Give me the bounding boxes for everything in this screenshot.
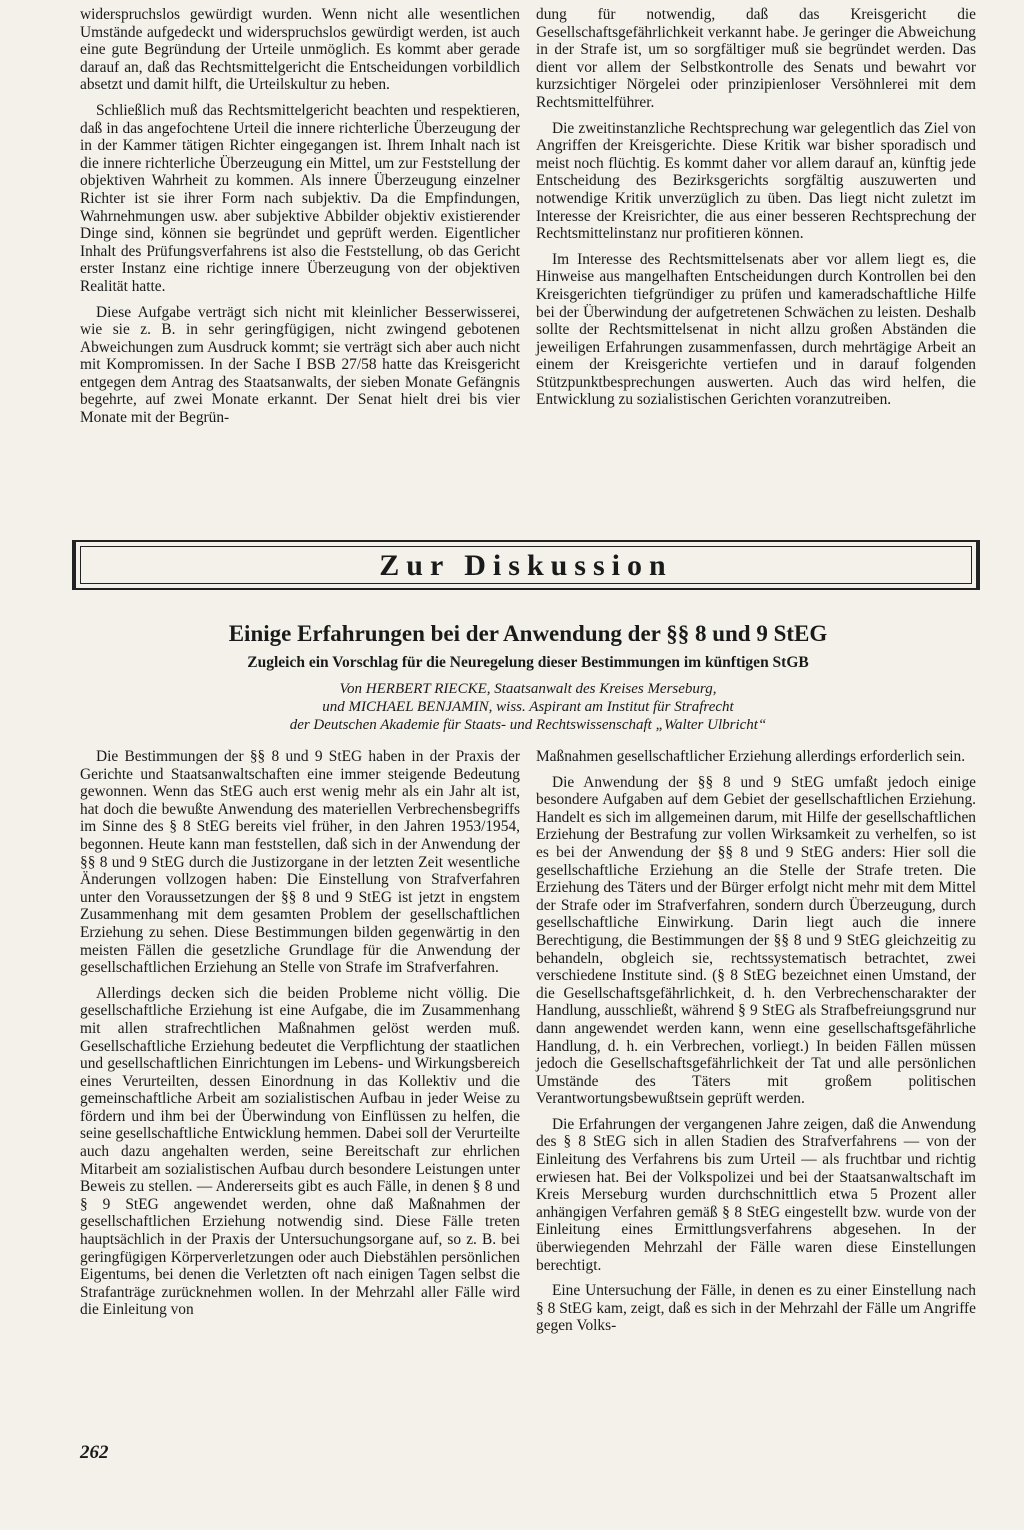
paragraph: Die Anwendung der §§ 8 und 9 StEG umfaßt jedoch einige besondere Aufgaben auf dem Gebiet der gesellschaftlichen Erziehung. Handelt es sich im allgemeinen darum, mit Hilfe der gesellschaftlichen Erziehung der Bestrafung zur vollen Wirksamkeit zu verhelfen, so ist es bei der Anwendung der §§ 8 und 9 StEG anders: Hier soll die gesellschaftliche Erziehung an die Stelle der Strafe treten. Die Erziehung des Täters und der Bürger erfolgt nicht mehr mit dem Mittel der Strafe oder im Strafverfahren, sondern durch Überzeugung, durch gesellschaftliche Einwirkung. Darin liegt auch die innere Berechtigung, die Bestimmungen der §§ 8 und 9 StEG gleichzeitig zu behandeln, obgleich sie, rechtssystematisch betrachtet, zwei verschiedene Institute sind. (§ 8 StEG bezeichnet einen Umstand, der die Gesellschaftsgefährlichkeit, d. h. den Verbrechenscharakter der Handlung, ausschließt, während § 9 StEG als Strafbefreiungsgrund nur dann angewendet werden kann, wenn eine gesellschaftsgefährliche Handlung, d. h. ein Verbrechen, vorliegt.) In beiden Fällen müssen jedoch die Gesellschaftsgefährlichkeit der Tat und alle persönlichen Umstände des Täters mit großem politischen Verantwortungsbewußtsein geprüft werden. [536,773,976,1108]
paragraph: Diese Aufgabe verträgt sich nicht mit kleinlicher Besserwisserei, wie sie z. B. in sehr geringfügigen, nicht zwingend gebotenen Abweichungen zum Ausdruck kommt; sie verträgt sich aber auch nicht mit Kompromissen. In der Sache I BSB 27/58 hatte das Kreisgericht entgegen dem Antrag des Staatsanwalts, der sieben Monate Gefängnis begehrte, auf zwei Monate erkannt. Der Senat hielt drei bis vier Monate mit der Begrün- [80,303,520,427]
paragraph: Schließlich muß das Rechtsmittelgericht beachten und respektieren, daß in das angefochtene Urteil die innere richterliche Überzeugung der in der Kammer tätigen Richter eingegangen ist. Ihrem Inhalt nach ist die innere richterliche Überzeugung ein Mittel, um zur Feststellung der objektiven Wahrheit zu kommen. Als innere Überzeugung einzelner Richter ist sie ihrer Form nach subjektiv. Da die Empfindungen, Wahrnehmungen usw. aber subjektive Abbilder objektiv existierender Dinge sind, können sie begründet und geprüft werden. Eigentlicher Inhalt des Prüfungsverfahrens ist also die Feststellung, ob das Gericht erster Instanz eine richtige innere Überzeugung von der objektiven Realität hatte. [80,101,520,295]
paragraph: dung für notwendig, daß das Kreisgericht die Gesellschaftsgefährlichkeit verkannt habe. Je geringer die Abweichung in der Strafe ist, um so sorgfältiger muß sie begründet werden. Das dient vor allem der Selbstkontrolle des Senats und bewahrt vor kurzsichtiger Nörgelei oder prinzipienloser Versöhnlerei mit dem Rechtsmittelführer. [536,6,976,111]
paragraph: Die zweitinstanzliche Rechtsprechung war gelegentlich das Ziel von Angriffen der Kreisgerichte. Diese Kritik war bisher sporadisch und meist noch flüchtig. Es kommt daher vor allem darauf an, künftig jede Entscheidung des Bezirksgerichts sorgfältig auszuwerten und notwendige Kritik unverzüglich zu üben. Das liegt nicht zuletzt im Interesse der Kreisrichter, die aus einer besseren Rechtsprechung der Rechtsmittelinstanz nur profitieren können. [536,119,976,243]
bottom-right-column [536,748,976,1343]
bottom-left-column [80,748,520,1327]
paragraph: Die Bestimmungen der §§ 8 und 9 StEG haben in der Praxis der Gerichte und Staatsanwaltschaften eine immer steigende Bedeutung gewonnen. Wenn das StEG auch erst wenig mehr als ein Jahr alt ist, hat doch die bewußte Anwendung des materiellen Verbrechensbegriffs im Sinne des § 8 StEG bereits viel früher, in den Jahren 1953/1954, begonnen. Heute kann man feststellen, daß sich in der Anwendung der §§ 8 und 9 StEG durch die Justizorgane in der letzten Zeit wesentliche Änderungen vollzogen haben: Die Einstellung von Strafverfahren unter den Voraussetzungen der §§ 8 und 9 StEG ist jetzt in engstem Zusammenhang mit dem gesamten Problem der gesellschaftlichen Erziehung zu sehen. Diese Bestimmungen bilden gegenwärtig in den meisten Fällen die gesetzliche Grundlage für die Anwendung der gesellschaftlichen Erziehung an Stelle von Strafe im Strafverfahren. [80,748,520,977]
paragraph: widerspruchslos gewürdigt wurden. Wenn nicht alle wesentlichen Umstände aufgedeckt und widerspruchslos gewürdigt werden, ist auch eine gute Begründung der Urteile unmöglich. Es kommt aber gerade darauf an, daß das Rechtsmittelgericht die Entscheidungen vorbildlich absetzt und damit hilft, die Urteilskultur zu heben. [80,6,520,94]
article-title: Einige Erfahrungen bei der Anwendung der §§ 8 und 9 StEG [228,621,828,646]
paragraph: Allerdings decken sich die beiden Probleme nicht völlig. Die gesellschaftliche Erziehung ist eine Aufgabe, die im Zusammenhang mit allen strafrechtlichen Maßnahmen gelöst werden muß. Gesellschaftliche Erziehung bedeutet die Verpflichtung der staatlichen und gesellschaftlichen Einrichtungen im Lebens- und Wirkungsbereich eines Verurteilten, dessen Einordnung in das Kollektiv und die gemeinschaftliche Arbeit am sozialistischen Aufbau in jeder Weise zu fördern und ihm bei der Überwindung von Einflüssen zu helfen, die seine gesellschaftliche Entwicklung hemmen. Dabei soll der Verurteilte auch dazu angehalten werden, seine Bereitschaft zur ehrlichen Mitarbeit am sozialistischen Aufbau durch besondere Leistungen unter Beweis zu stellen. — Andererseits gibt es auch Fälle, in denen § 8 und § 9 StEG angewendet werden, ohne daß Maßnahmen der gesellschaftlichen Erziehung notwendig sind. Diese Fälle treten hauptsächlich in der Praxis der Untersuchungsorgane auf, so z. B. bei geringfügigen Körperverletzungen oder auch Diebstählen persönlichen Eigentums, bei denen die Verletzten oft nach einigen Tagen selbst die Strafanträge zurücknehmen wollen. In der Mehrzahl aller Fälle wird die Einleitung von [80,984,520,1319]
byline-line: und MICHAEL BENJAMIN, wiss. Aspirant am Institut für Strafrecht [322,699,734,715]
page-number: 262 [80,1442,109,1463]
byline-line: der Deutschen Akademie für Staats- und Rechtswissenschaft „Walter Ulbricht“ [289,717,767,733]
top-left-column [80,6,520,435]
byline-line: Von HERBERT RIECKE, Staatsanwalt des Kreises Merseburg, [339,681,717,697]
article-byline [80,680,976,734]
article-subtitle: Zugleich ein Vorschlag für die Neuregelung dieser Bestimmungen im künftigen StGB [247,654,809,671]
section-title: Zur Diskussion [379,549,673,582]
paragraph: Die Erfahrungen der vergangenen Jahre zeigen, daß die Anwendung des § 8 StEG sich in allen Stadien des Strafverfahrens — von der Einleitung des Verfahrens bis zum Urteil — als fruchtbar und richtig erwiesen hat. Bei der Volkspolizei und bei der Staatsanwaltschaft im Kreis Merseburg wurden durchschnittlich etwa 5 Prozent aller anhängigen Verfahren gemäß § 8 StEG eingestellt bzw. wurde von der Einleitung eines Ermittlungsverfahrens abgesehen. In der überwiegenden Mehrzahl der Fälle waren diese Einstellungen berechtigt. [536,1115,976,1274]
section-banner [72,540,980,590]
paragraph: Im Interesse des Rechtsmittelsenats aber vor allem liegt es, die Hinweise aus mangelhaften Entscheidungen durch Kontrollen bei den Kreisgerichten tiefgründiger zu prüfen und kameradschaftliche Hilfe bei der Überwindung der aufgetretenen Schwächen zu leisten. Deshalb sollte der Rechtsmittelsenat in nicht allzu großen Abständen die jeweiligen Erfahrungen zusammenfassen, durch mehrtägige Arbeit an einem der Kreisgerichte vertiefen und in darauf folgenden Stützpunktbesprechungen auswerten. Auch das wird helfen, die Entwicklung zu sozialistischen Gerichten voranzutreiben. [536,250,976,409]
top-right-column [536,6,976,417]
paragraph: Maßnahmen gesellschaftlicher Erziehung allerdings erforderlich sein. [536,748,966,765]
section-banner-frame [80,546,972,584]
paragraph: Eine Untersuchung der Fälle, in denen es zu einer Einstellung nach § 8 StEG kam, zeigt, daß es sich in der Mehrzahl der Fälle um Angriffe gegen Volks- [536,1282,976,1335]
